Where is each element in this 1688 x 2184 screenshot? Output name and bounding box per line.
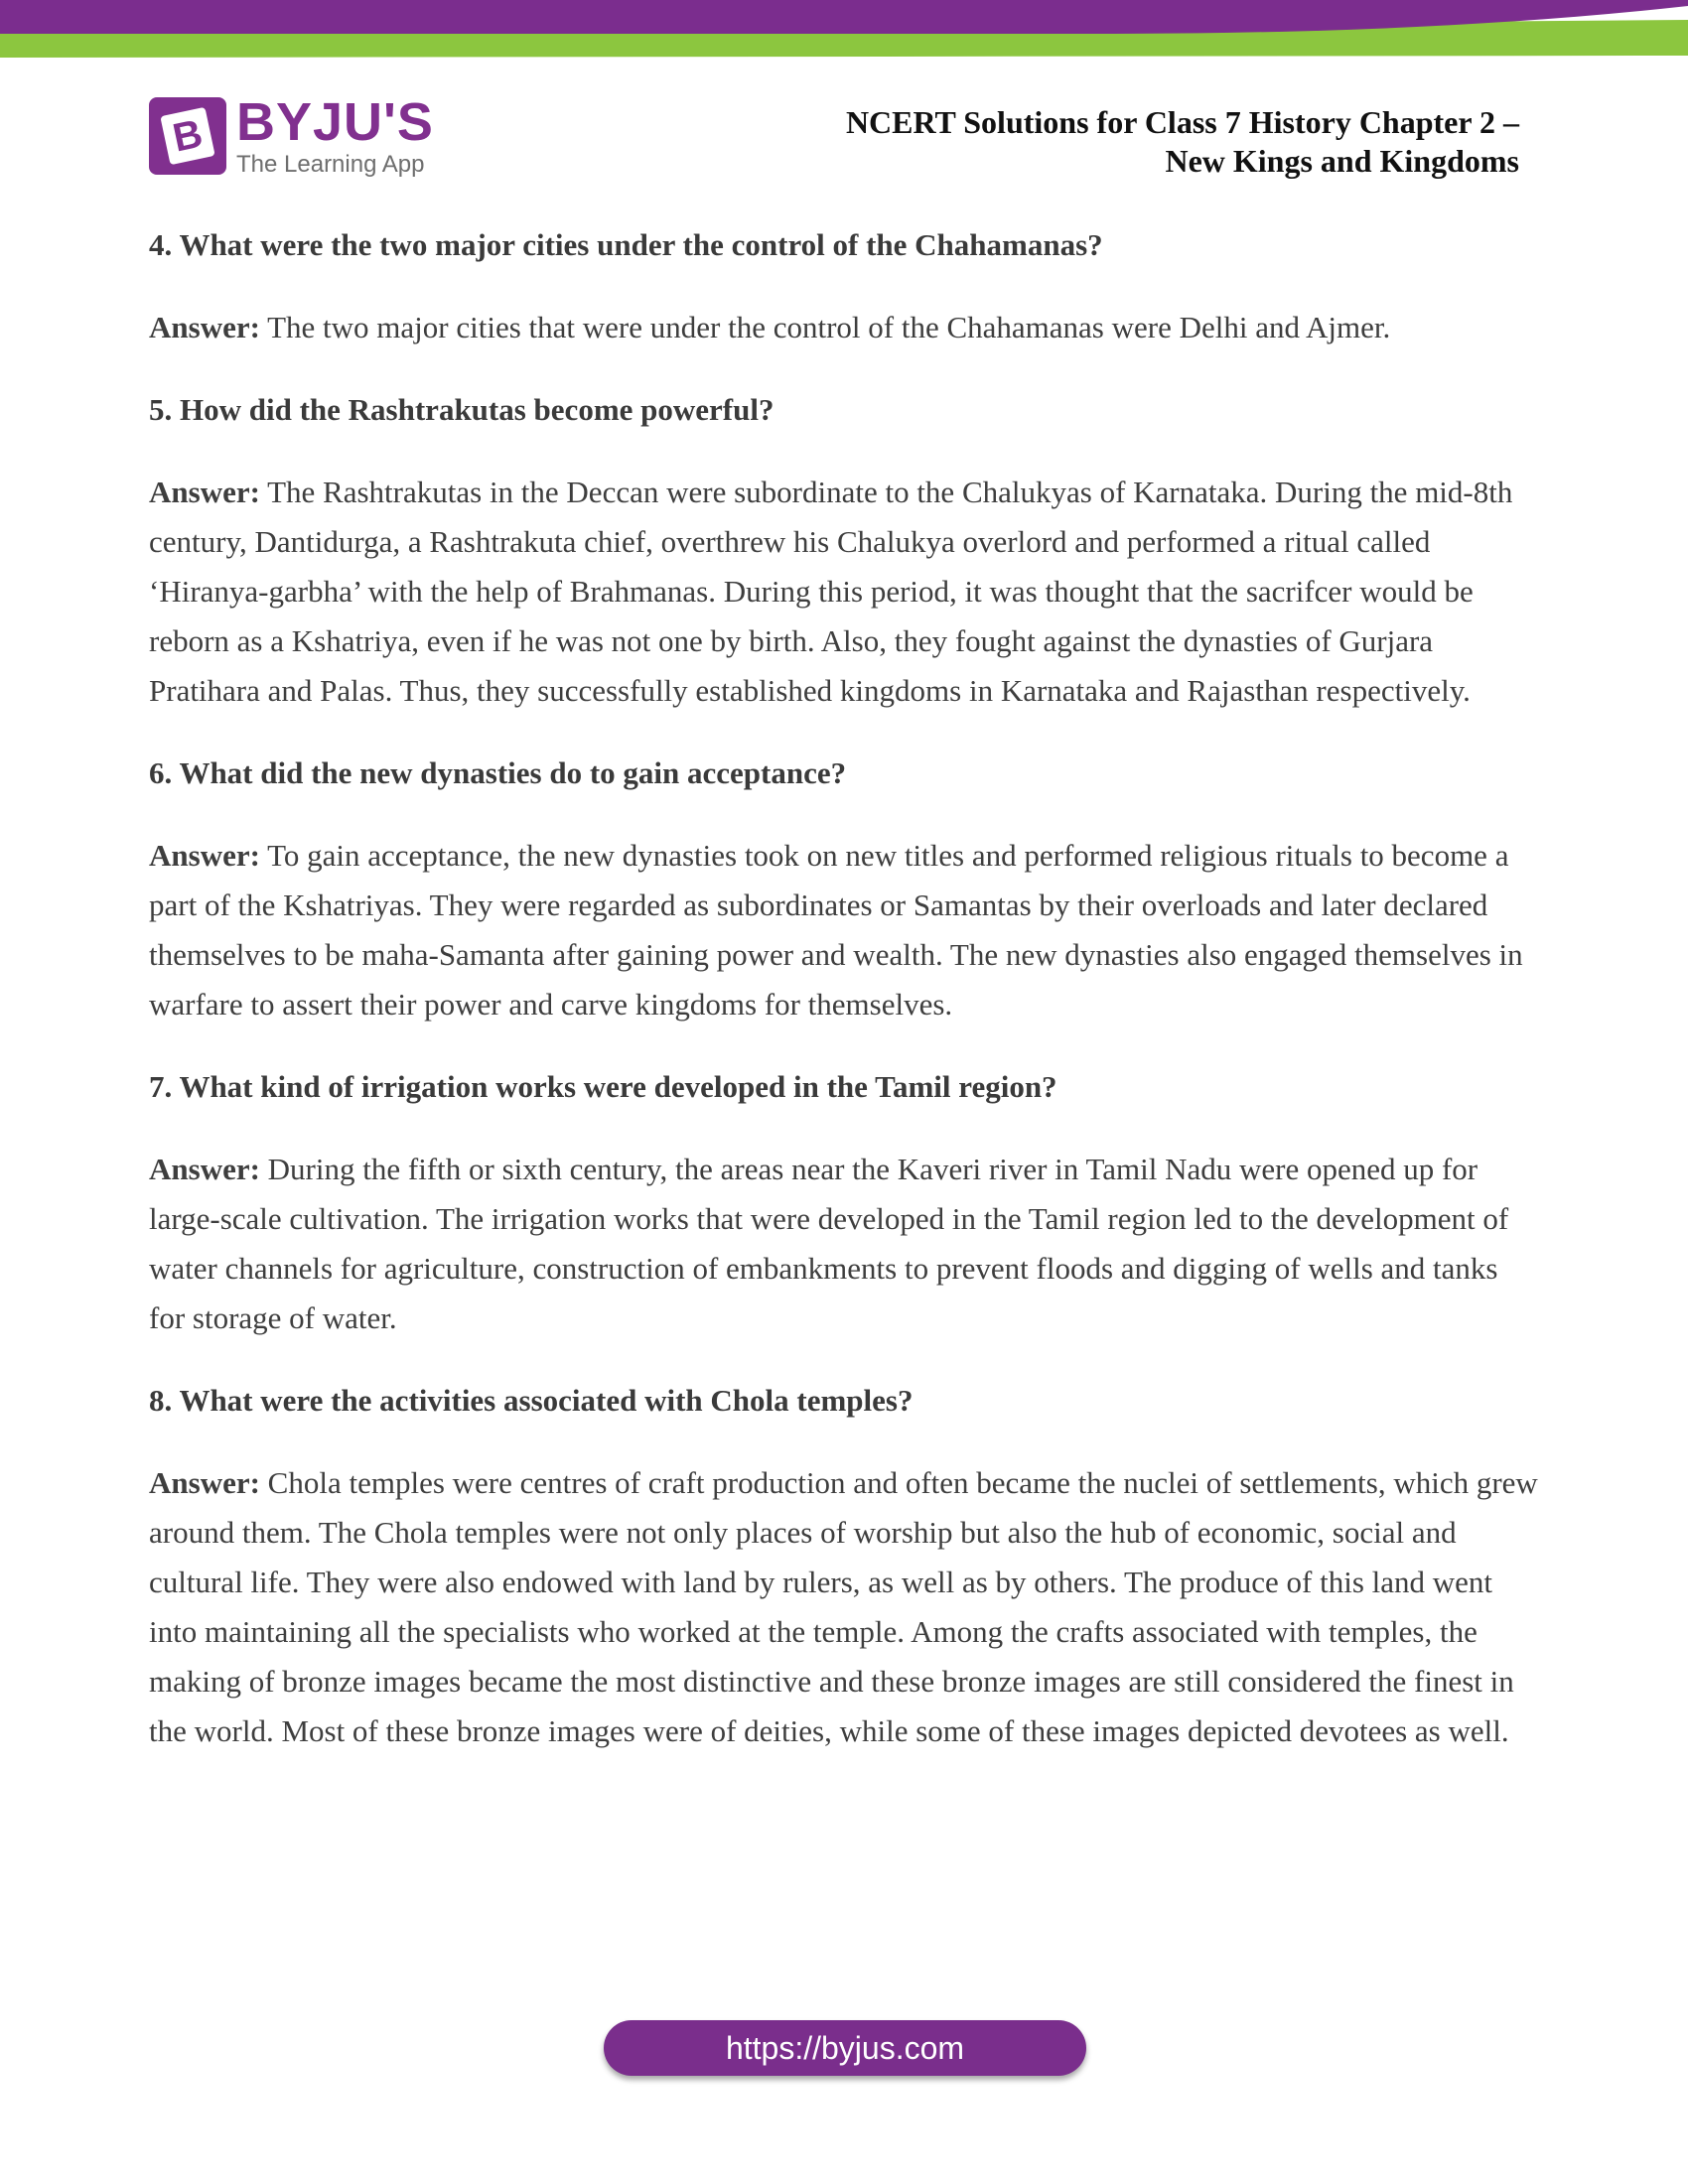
answer-text: To gain acceptance, the new dynasties took on new titles and performed religious rituals to become a part of the Kshatriyas. They were regarded as subordinates or Samantas by their overloads and later declared themselves to be maha-Samanta after gaining power and wealth. The new dynasties also engaged themselves in warfare to assert their power and carve kingdoms for themselves. xyxy=(149,838,1523,1022)
top-decorative-band xyxy=(0,0,1688,69)
title-line-1: NCERT Solutions for Class 7 History Chapter 2 – xyxy=(845,104,1519,140)
brand-tagline: The Learning App xyxy=(236,151,425,178)
question-5: 5. How did the Rashtrakutas become powerful? xyxy=(149,392,774,427)
answer-label: Answer: xyxy=(149,1465,260,1500)
answer-text: The Rashtrakutas in the Deccan were subordinate to the Chalukyas of Karnataka. During the mid-8th century, Dantidurga, a Rashtrakuta chief, overthrew his Chalukya overlord and performed a ritual called ‘Hiranya-garbha’ with the help of Brahmanas. During this period, it was thought that the sacrifcer would be reborn as a Kshatriya, even if he was not one by birth. Also, they fought against the dynasties of Gurjara Pratihara and Palas. Thus, they successfully established kingdoms in Karnataka and Rajasthan respectively. xyxy=(149,475,1513,708)
question-8: 8. What were the activities associated with Chola temples? xyxy=(149,1383,914,1418)
document-title xyxy=(846,103,1519,181)
byjus-logo xyxy=(149,92,437,181)
answer-6 xyxy=(149,831,1539,1029)
answer-text: During the fifth or sixth century, the areas near the Kaveri river in Tamil Nadu were opened up for large-scale cultivation. The irrigation works that were developed in the Tamil region led to the development of water channels for agriculture, construction of embankments to prevent floods and digging of wells and tanks for storage of water. xyxy=(149,1152,1509,1335)
qa-content xyxy=(149,220,1539,1789)
question-6: 6. What did the new dynasties do to gain acceptance? xyxy=(149,755,847,790)
brand-name: BYJU'S xyxy=(236,92,434,152)
answer-label: Answer: xyxy=(149,310,260,344)
answer-text: The two major cities that were under the control of the Chahamanas were Delhi and Ajmer. xyxy=(259,310,1391,344)
byjus-b-logo-icon: B xyxy=(149,97,226,175)
answer-text: Chola temples were centres of craft production and often became the nuclei of settlements, which grew around them. The Chola temples were not only places of worship but also the hub of economic, social and cultural life. They were also endowed with land by rulers, as well as by others. The produce of this land went into maintaining all the specialists who worked at the temple. Among the crafts associated with temples, the making of bronze images became the most distinctive and these bronze images are still considered the finest in the world. Most of these bronze images were of deities, while some of these images depicted devotees as well. xyxy=(149,1465,1538,1748)
answer-label: Answer: xyxy=(149,475,260,509)
question-4: 4. What were the two major cities under the control of the Chahamanas? xyxy=(149,227,1103,262)
answer-8 xyxy=(149,1458,1539,1756)
answer-4 xyxy=(149,303,1539,352)
website-link-button[interactable]: https://byjus.com xyxy=(604,2020,1086,2076)
question-7: 7. What kind of irrigation works were developed in the Tamil region? xyxy=(149,1069,1057,1104)
title-line-2: New Kings and Kingdoms xyxy=(1165,143,1519,179)
answer-5 xyxy=(149,468,1539,716)
answer-7 xyxy=(149,1145,1539,1343)
answer-label: Answer: xyxy=(149,838,260,873)
answer-label: Answer: xyxy=(149,1152,260,1186)
